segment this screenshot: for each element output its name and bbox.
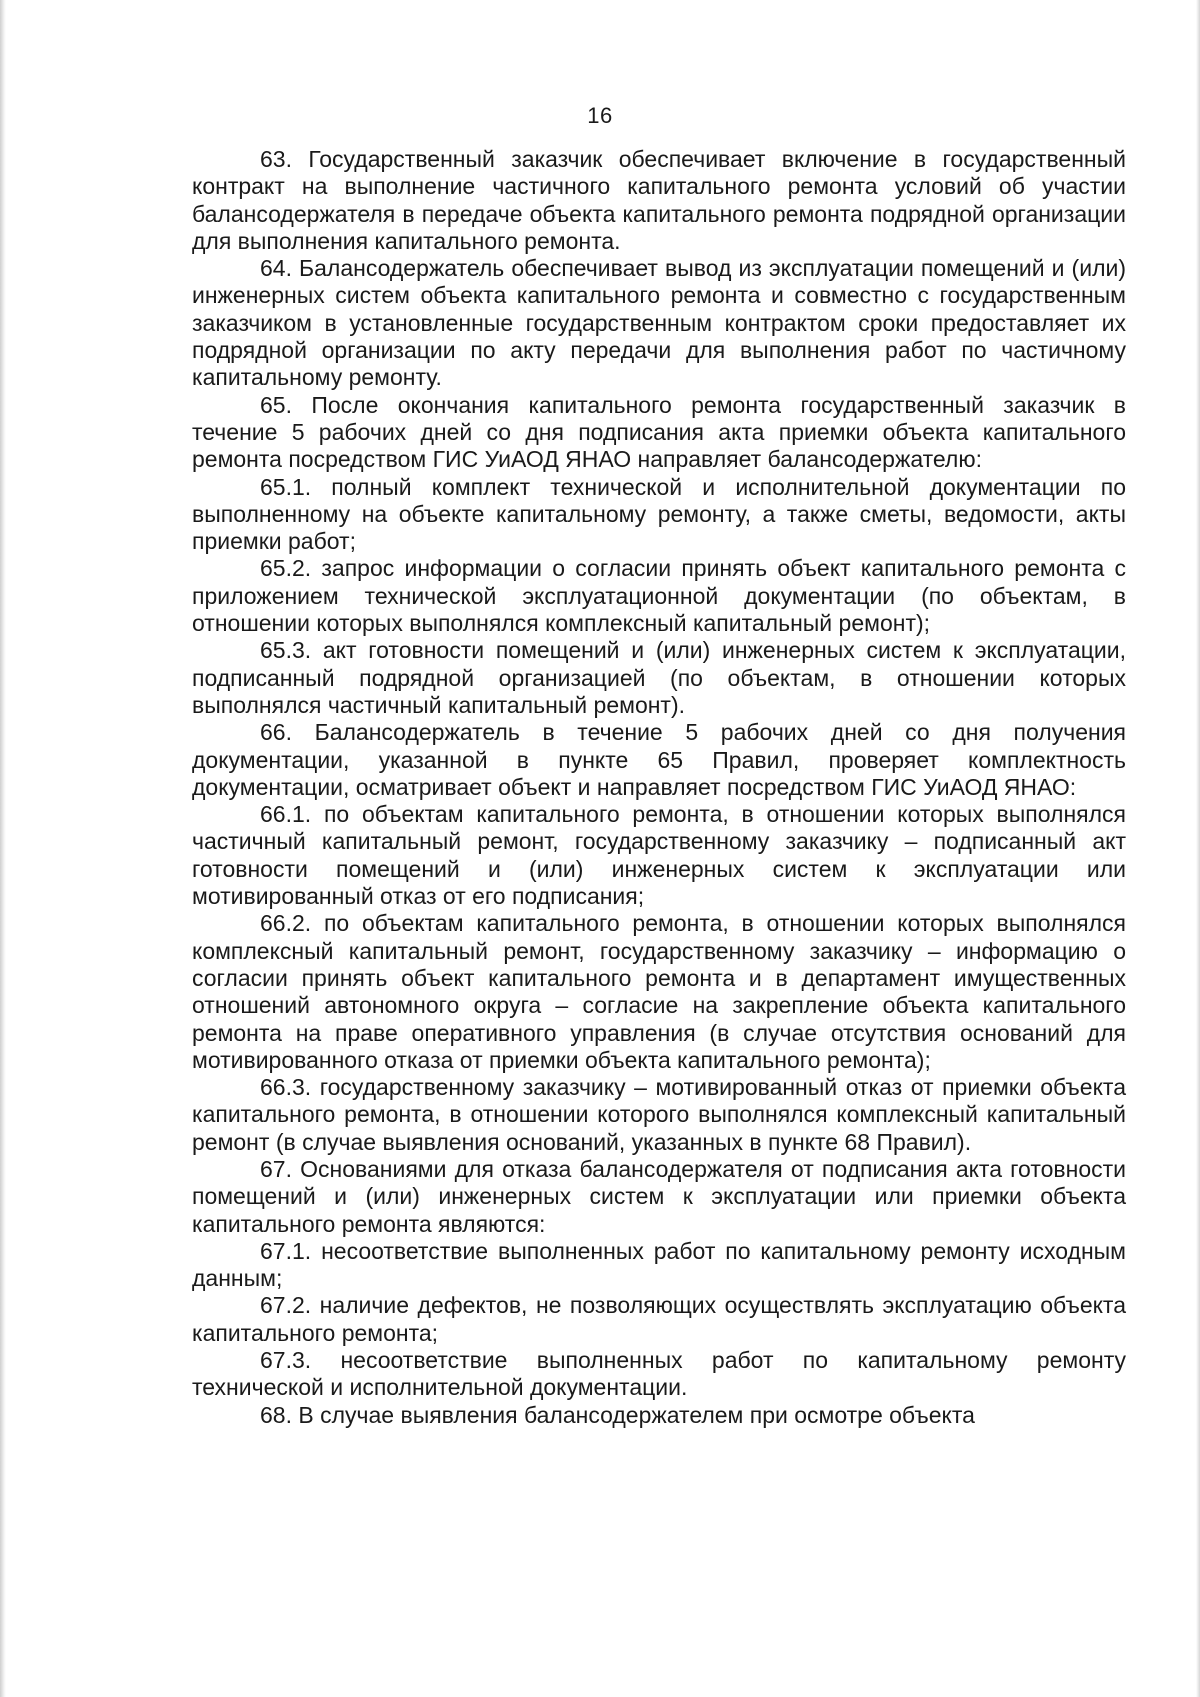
paragraph-65-1: 65.1. полный комплект технической и исполнительной документации по выполненному на объекте капитальному ремонту, а также сметы, ведомости, акты приемки работ; [192, 473, 1126, 555]
paragraph-65-2: 65.2. запрос информации о согласии принять объект капитального ремонта с приложением технической эксплуатационной документации (по объектам, в отношении которых выполнялся комплексный капитальный ремонт); [192, 555, 1126, 637]
scan-edge-left [0, 0, 6, 1697]
page-number: 16 [587, 103, 613, 128]
paragraph-67-2: 67.2. наличие дефектов, не позволяющих осуществлять эксплуатацию объекта капитального ремонта; [192, 1292, 1126, 1346]
paragraph-67-3: 67.3. несоответствие выполненных работ по капитальному ремонту технической и исполнительной документации. [192, 1347, 1126, 1401]
paragraph-66-1: 66.1. по объектам капитального ремонта, в отношении которых выполнялся частичный капитальный ремонт, государственному заказчику – подписанный акт готовности помещений и (или) инженерных систем к эксплуатации или мотивированный отказ от его подписания; [192, 801, 1126, 910]
paragraph-64: 64. Балансодержатель обеспечивает вывод из эксплуатации помещений и (или) инженерных систем объекта капитального ремонта и совместно с государственным заказчиком в установленные государственным контрактом сроки предоставляет их подрядной организации по акту передачи для выполнения работ по частичному капитальному ремонту. [192, 255, 1126, 391]
paragraph-66-2: 66.2. по объектам капитального ремонта, в отношении которых выполнялся комплексный капитальный ремонт, государственному заказчику – информацию о согласии принять объект капитального ремонта и в департамент имущественных отношений автономного округа – согласие на закрепление объекта капитального ремонта на праве оперативного управления (в случае отсутствия оснований для мотивированного отказа от приемки объекта капитального ремонта); [192, 910, 1126, 1073]
paragraph-66: 66. Балансодержатель в течение 5 рабочих дней со дня получения документации, указанной в пункте 65 Правил, проверяет комплектность документации, осматривает объект и направляет посредством ГИС УиАОД ЯНАО: [192, 719, 1126, 800]
paragraph-65-3: 65.3. акт готовности помещений и (или) инженерных систем к эксплуатации, подписанный подрядной организацией (по объектам, в отношении которых выполнялся частичный капитальный ремонт). [192, 637, 1126, 718]
paragraph-67: 67. Основаниями для отказа балансодержателя от подписания акта готовности помещений и (или) инженерных систем к эксплуатации или приемки объекта капитального ремонта являются: [192, 1155, 1126, 1237]
paragraph-66-3: 66.3. государственному заказчику – мотивированный отказ от приемки объекта капитального ремонта, в отношении которого выполнялся комплексный капитальный ремонт (в случае выявления оснований, указанных в пункте 68 Правил). [192, 1074, 1126, 1155]
document-body [192, 146, 1126, 1429]
scan-edge-right [1196, 0, 1200, 1697]
paragraph-67-1: 67.1. несоответствие выполненных работ по капитальному ремонту исходным данным; [192, 1237, 1126, 1292]
paragraph-65: 65. После окончания капитального ремонта государственный заказчик в течение 5 рабочих дней со дня подписания акта приемки объекта капитального ремонта посредством ГИС УиАОД ЯНАО направляет балансодержателю: [192, 391, 1126, 473]
paragraph-68: 68. В случае выявления балансодержателем при осмотре объекта [260, 1401, 975, 1428]
paragraph-63: 63. Государственный заказчик обеспечивает включение в государственный контракт на выполнение частичного капитального ремонта условий об участии балансодержателя в передаче объекта капитального ремонта подрядной организации для выполнения капитального ремонта. [192, 146, 1126, 254]
